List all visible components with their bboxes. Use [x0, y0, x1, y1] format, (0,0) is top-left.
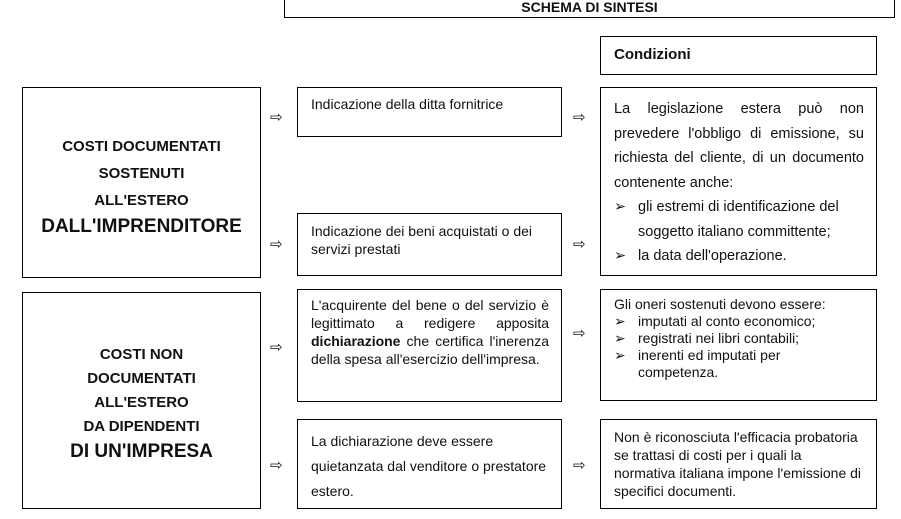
arrow-right-icon: ⇨ — [270, 236, 283, 253]
section2-line-2: DOCUMENTATI — [87, 369, 196, 387]
conditions-header — [600, 36, 877, 75]
section2-bullet-3: inerenti ed imputati per competenza. — [638, 347, 781, 380]
arrow-right-icon: ⇨ — [270, 109, 283, 126]
arrow-right-icon: ⇨ — [573, 325, 586, 342]
arrow-right-icon: ⇨ — [573, 236, 586, 253]
section1-emphasis: DALL'IMPRENDITORE — [41, 216, 242, 237]
bullet-arrow-icon: ➢ — [614, 313, 626, 329]
section1-line-1: COSTI DOCUMENTATI — [62, 138, 221, 155]
arrow-right-icon: ⇨ — [270, 339, 283, 356]
section2-line-4: DA DIPENDENTI — [83, 417, 200, 435]
list-item — [614, 195, 864, 244]
arrow-right-icon: ⇨ — [270, 457, 283, 474]
section2-condition2-text: Non è riconosciuta l'efficacia probatoria se trattasi di costi per i quali la normativa italiana impone l'emissione di specifici documenti. — [614, 429, 862, 499]
section1-condition-box — [600, 87, 877, 276]
declaration-keyword: dichiarazione — [311, 333, 401, 349]
section1-bullet-2: la data dell'operazione. — [638, 248, 787, 264]
diagram-title — [284, 0, 895, 18]
section2-emphasis: DI UN'IMPRESA — [70, 440, 213, 462]
section1-item1-box — [297, 87, 562, 137]
section2-condition1-intro: Gli oneri sostenuti devono essere: — [614, 296, 826, 312]
bullet-arrow-icon: ➢ — [614, 248, 627, 264]
arrow-right-icon: ⇨ — [573, 457, 586, 474]
section1-item2-box — [297, 213, 562, 276]
list-item — [614, 330, 864, 347]
section2-item1-box — [297, 289, 562, 402]
section2-item2-text: La dichiarazione deve essere quietanzata dal venditore o prestatore estero. — [311, 433, 547, 499]
section2-item1-text-a: L'acquirente del bene o del servizio è legittimato a redigere apposita — [311, 297, 549, 331]
section1-bullet-1: gli estremi di identificazione del soggetto italiano committente; — [638, 199, 839, 240]
section1-line-2: SOSTENUTI — [98, 165, 185, 182]
section2-category-box — [22, 292, 261, 509]
diagram-title-text: SCHEMA DI SINTESI — [521, 0, 658, 15]
section1-condition-intro: La legislazione estera può non prevedere l'obbligo di emissione, su richiesta del cliente, di un documento contenente anche: — [614, 101, 864, 191]
list-item — [614, 313, 864, 330]
conditions-header-text: Condizioni — [614, 46, 691, 63]
arrow-right-icon: ⇨ — [573, 109, 586, 126]
section2-line-3: ALL'ESTERO — [94, 393, 189, 411]
section1-item2-text: Indicazione dei beni acquistati o dei servizi prestati — [311, 223, 533, 257]
section2-item1-text-b: che certifica l'inerenza della spesa all'esercizio dell'impresa. — [311, 333, 549, 367]
section1-line-3: ALL'ESTERO — [94, 192, 189, 209]
section1-item1-text: Indicazione della ditta fornitrice — [311, 96, 504, 112]
list-item — [614, 244, 864, 269]
list-item — [614, 347, 864, 381]
section2-bullet-1: imputati al conto economico; — [638, 313, 816, 329]
section2-bullet-2: registrati nei libri contabili; — [638, 330, 800, 346]
section2-condition1-box — [600, 289, 877, 401]
bullet-arrow-icon: ➢ — [614, 347, 626, 363]
section2-item2-box — [297, 419, 562, 509]
bullet-arrow-icon: ➢ — [614, 199, 627, 215]
bullet-arrow-icon: ➢ — [614, 330, 626, 346]
section2-line-1: COSTI NON — [99, 345, 184, 363]
section2-condition2-box — [600, 419, 877, 509]
section1-category-box — [22, 87, 261, 278]
